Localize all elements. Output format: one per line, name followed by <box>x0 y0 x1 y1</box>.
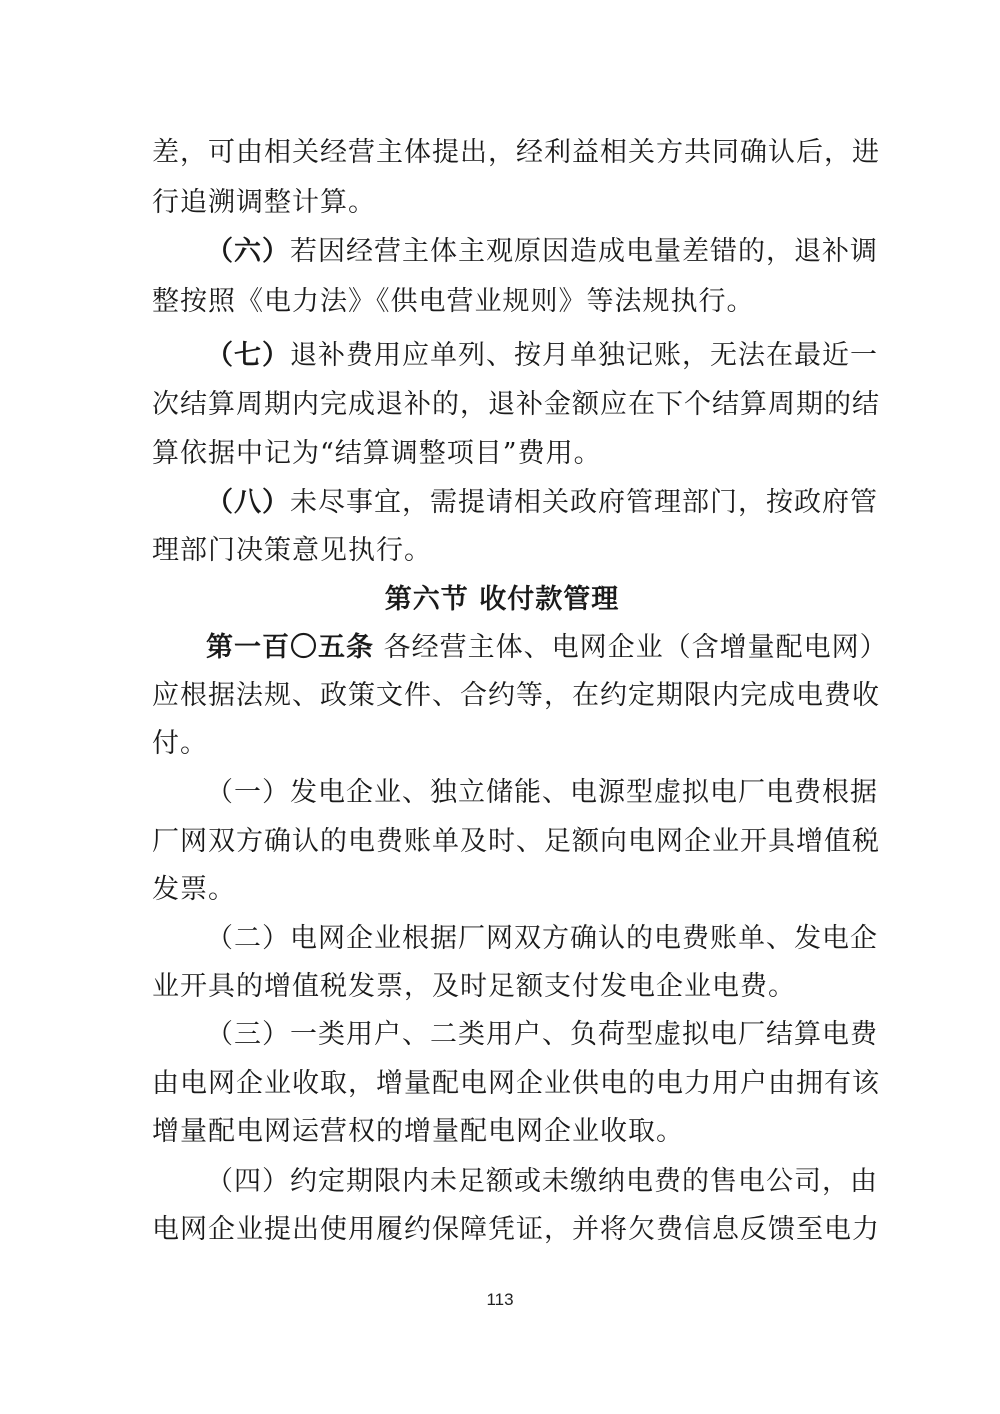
line-text: 次结算周期内完成退补的，退补金额应在下个结算周期的结 <box>152 389 880 420</box>
line-text: 电网企业提出使用履约保障凭证，并将欠费信息反馈至电力 <box>152 1214 880 1245</box>
paragraph-line <box>152 870 852 910</box>
line-text: 退补费用应单列、按月单独记账，无法在最近一 <box>290 340 878 371</box>
line-text: 由电网企业收取，增量配电网企业供电的电力用户由拥有该 <box>152 1068 880 1099</box>
paragraph-line <box>152 385 880 425</box>
item-number: （八） <box>206 487 290 518</box>
line-text: 发票。 <box>152 874 236 905</box>
line-text: 付。 <box>152 728 208 759</box>
paragraph-line <box>152 336 878 376</box>
paragraph-line <box>152 434 852 474</box>
paragraph-line <box>152 531 852 571</box>
line-text: 应根据法规、政策文件、合约等，在约定期限内完成电费收 <box>152 680 880 711</box>
paragraph-line <box>152 628 888 668</box>
line-text: 增量配电网运营权的增量配电网企业收取。 <box>152 1116 684 1147</box>
line-text: 差，可由相关经营主体提出，经利益相关方共同确认后，进 <box>152 137 880 168</box>
line-text: 厂网双方确认的电费账单及时、足额向电网企业开具增值税 <box>152 826 880 857</box>
item-number: （六） <box>206 236 290 267</box>
section-heading: 第六节 收付款管理 <box>384 584 620 615</box>
paragraph-line <box>152 676 880 716</box>
paragraph-line <box>152 1162 878 1202</box>
paragraph-line <box>152 1112 852 1152</box>
paragraph-line <box>152 483 878 523</box>
line-text: 行追溯调整计算。 <box>152 187 376 218</box>
line-text: 各经营主体、电网企业（含增量配电网） <box>374 632 888 663</box>
article-number: 第一百〇五条 <box>206 632 374 663</box>
line-text: （三）一类用户、二类用户、负荷型虚拟电厂结算电费 <box>206 1019 878 1050</box>
paragraph-line <box>152 1210 880 1250</box>
line-text: 业开具的增值税发票，及时足额支付发电企业电费。 <box>152 971 796 1002</box>
paragraph-line <box>152 232 878 272</box>
paragraph-line <box>152 724 852 764</box>
paragraph-line <box>152 1064 880 1104</box>
page-number: 113 <box>486 1290 514 1309</box>
paragraph-line <box>152 822 880 862</box>
paragraph-line <box>152 773 878 813</box>
line-text: （一）发电企业、独立储能、电源型虚拟电厂电费根据 <box>206 777 878 808</box>
line-text: 未尽事宜，需提请相关政府管理部门，按政府管 <box>290 487 878 518</box>
line-text: 算依据中记为“结算调整项目”费用。 <box>152 438 602 469</box>
paragraph-line <box>152 183 852 223</box>
paragraph-line <box>152 1015 878 1055</box>
paragraph-line <box>152 919 878 959</box>
line-text: 理部门决策意见执行。 <box>152 535 432 566</box>
paragraph-line <box>152 133 880 173</box>
paragraph-line <box>152 967 852 1007</box>
line-text: （四）约定期限内未足额或未缴纳电费的售电公司，由 <box>206 1166 878 1197</box>
line-text: 若因经营主体主观原因造成电量差错的，退补调 <box>290 236 878 267</box>
paragraph-line <box>152 282 852 322</box>
line-text: （二）电网企业根据厂网双方确认的电费账单、发电企 <box>206 923 878 954</box>
line-text: 整按照《电力法》《供电营业规则》等法规执行。 <box>152 286 755 317</box>
item-number: （七） <box>206 340 290 371</box>
